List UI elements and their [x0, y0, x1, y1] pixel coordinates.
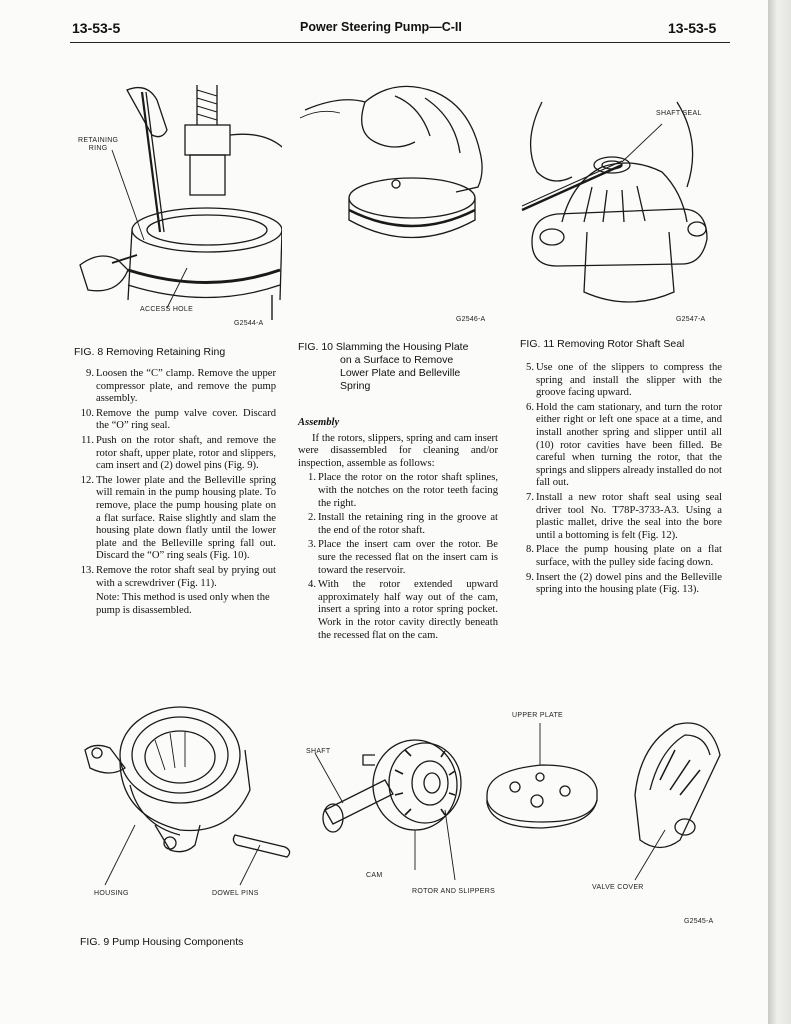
assembly-intro: If the rotors, slippers, spring and cam insert were disassembled for cleaning and/or inspection, assemble as follows: [298, 432, 498, 469]
fig10-caption-line3: Lower Plate and Belleville [340, 367, 461, 379]
step-item: 8. Place the pump housing plate on a flat surface, with the pulley side facing down. [526, 544, 722, 568]
fig10-illustration [300, 78, 490, 318]
assembly-subheading: Assembly [298, 417, 340, 428]
fig8-callout-retaining-ring: RETAINING RING [78, 137, 119, 152]
fig10-caption-line2: on a Surface to Remove [340, 354, 454, 366]
page-number-right: 13-53-5 [668, 20, 717, 36]
step-item: 9. Loosen the “C” clamp. Remove the upper compressor plate, and remove the pump assembly. [86, 368, 276, 405]
step-item: 4. With the rotor extended upward approximately half way out of the cam, insert a spring into a rotor spring pocket. Work in the rotor cavity directly beneath the recessed flat on the cam. [308, 579, 498, 641]
fig9-caption: FIG. 9 Pump Housing Components [80, 936, 244, 948]
fig8-code: G2544-A [234, 320, 264, 327]
step-item: 13. Remove the rotor shaft seal by prying out with a screwdriver (Fig. 11). [80, 564, 276, 589]
step-note: Note: This method is used only when the pump is disassembled. [96, 592, 270, 616]
step-item: 10. Remove the pump valve cover. Discard the “O” ring seal. [80, 407, 276, 432]
step-item: 5. Use one of the slippers to compress the spring and install the slipper with the groove facing upward. [526, 362, 722, 399]
fig8-callout-access-hole: ACCESS HOLE [140, 306, 194, 313]
fig9-code: G2545-A [684, 918, 714, 925]
fig8-illustration [72, 80, 282, 325]
step-item: 2. Install the retaining ring in the groove at the end of the rotor shaft. [308, 512, 498, 536]
fig11-code: G2547-A [676, 316, 706, 323]
step-item: 9. Insert the (2) dowel pins and the Belleville spring into the housing plate (Fig. 13). [526, 571, 722, 596]
fig10-caption-line1: FIG. 10 Slamming the Housing Plate [298, 341, 469, 353]
book-spine-edge [768, 0, 791, 1024]
fig9-illustration [75, 695, 725, 905]
text-column-2 [298, 405, 498, 644]
text-column-1 [76, 368, 276, 617]
text-column-3 [516, 362, 722, 599]
fig10-code: G2546-A [456, 316, 486, 323]
step-item: 3. Place the insert cam over the rotor. Be sure the recessed flat on the insert cam is toward the reservoir. [308, 539, 498, 576]
step-item: 6. Hold the cam stationary, and turn the rotor either right or left one space at a time, and install another spring and slipper until all (10) rotor cavities have been filled. Be careful when turning the rotor, that the springs and slippers already installed do not fall out. [526, 401, 722, 489]
page-number-left: 13-53-5 [72, 20, 121, 36]
fig11-caption: FIG. 11 Removing Rotor Shaft Seal [520, 338, 685, 350]
fig9-callout-dowel-pins: DOWEL PINS [212, 890, 259, 897]
fig8-caption: FIG. 8 Removing Retaining Ring [74, 346, 226, 358]
step-item: 7. Install a new rotor shaft seal using seal driver tool No. T78P-3733-A3. Using a plastic mallet, drive the seal into the bore until a bottoming is felt (Fig. 12). [526, 491, 722, 541]
fig11-callout-shaft-seal: SHAFT SEAL [656, 110, 702, 117]
page-title: Power Steering Pump—C-II [300, 20, 462, 34]
fig9-callout-upper-plate: UPPER PLATE [512, 712, 564, 719]
fig9-callout-valve-cover: VALVE COVER [592, 884, 644, 891]
fig9-callout-housing: HOUSING [94, 890, 129, 897]
fig10-caption-line4: Spring [340, 380, 371, 392]
fig10-caption [298, 341, 508, 393]
step-item: 1. Place the rotor on the rotor shaft splines, with the notches on the rotor teeth facing the right. [308, 472, 498, 509]
header-rule [70, 42, 730, 43]
fig9-callout-rotor-and-slippers: ROTOR AND SLIPPERS [412, 888, 496, 895]
step-item: 12. The lower plate and the Belleville spring will remain in the pump housing plate. To remove, place the pump housing plate on a flat surface. Raise slightly and slam the housing plate down flatly until the lower plate and the Belleville spring fall out. Discard the “O” ring seals (Fig. 10). [80, 474, 276, 562]
step-item: 11. Push on the rotor shaft, and remove the rotor shaft, upper plate, rotor and slippers, cam insert and (2) dowel pins (Fig. 9). [81, 434, 276, 472]
fig9-callout-shaft: SHAFT [306, 748, 331, 755]
fig9-callout-cam: CAM [366, 872, 383, 879]
